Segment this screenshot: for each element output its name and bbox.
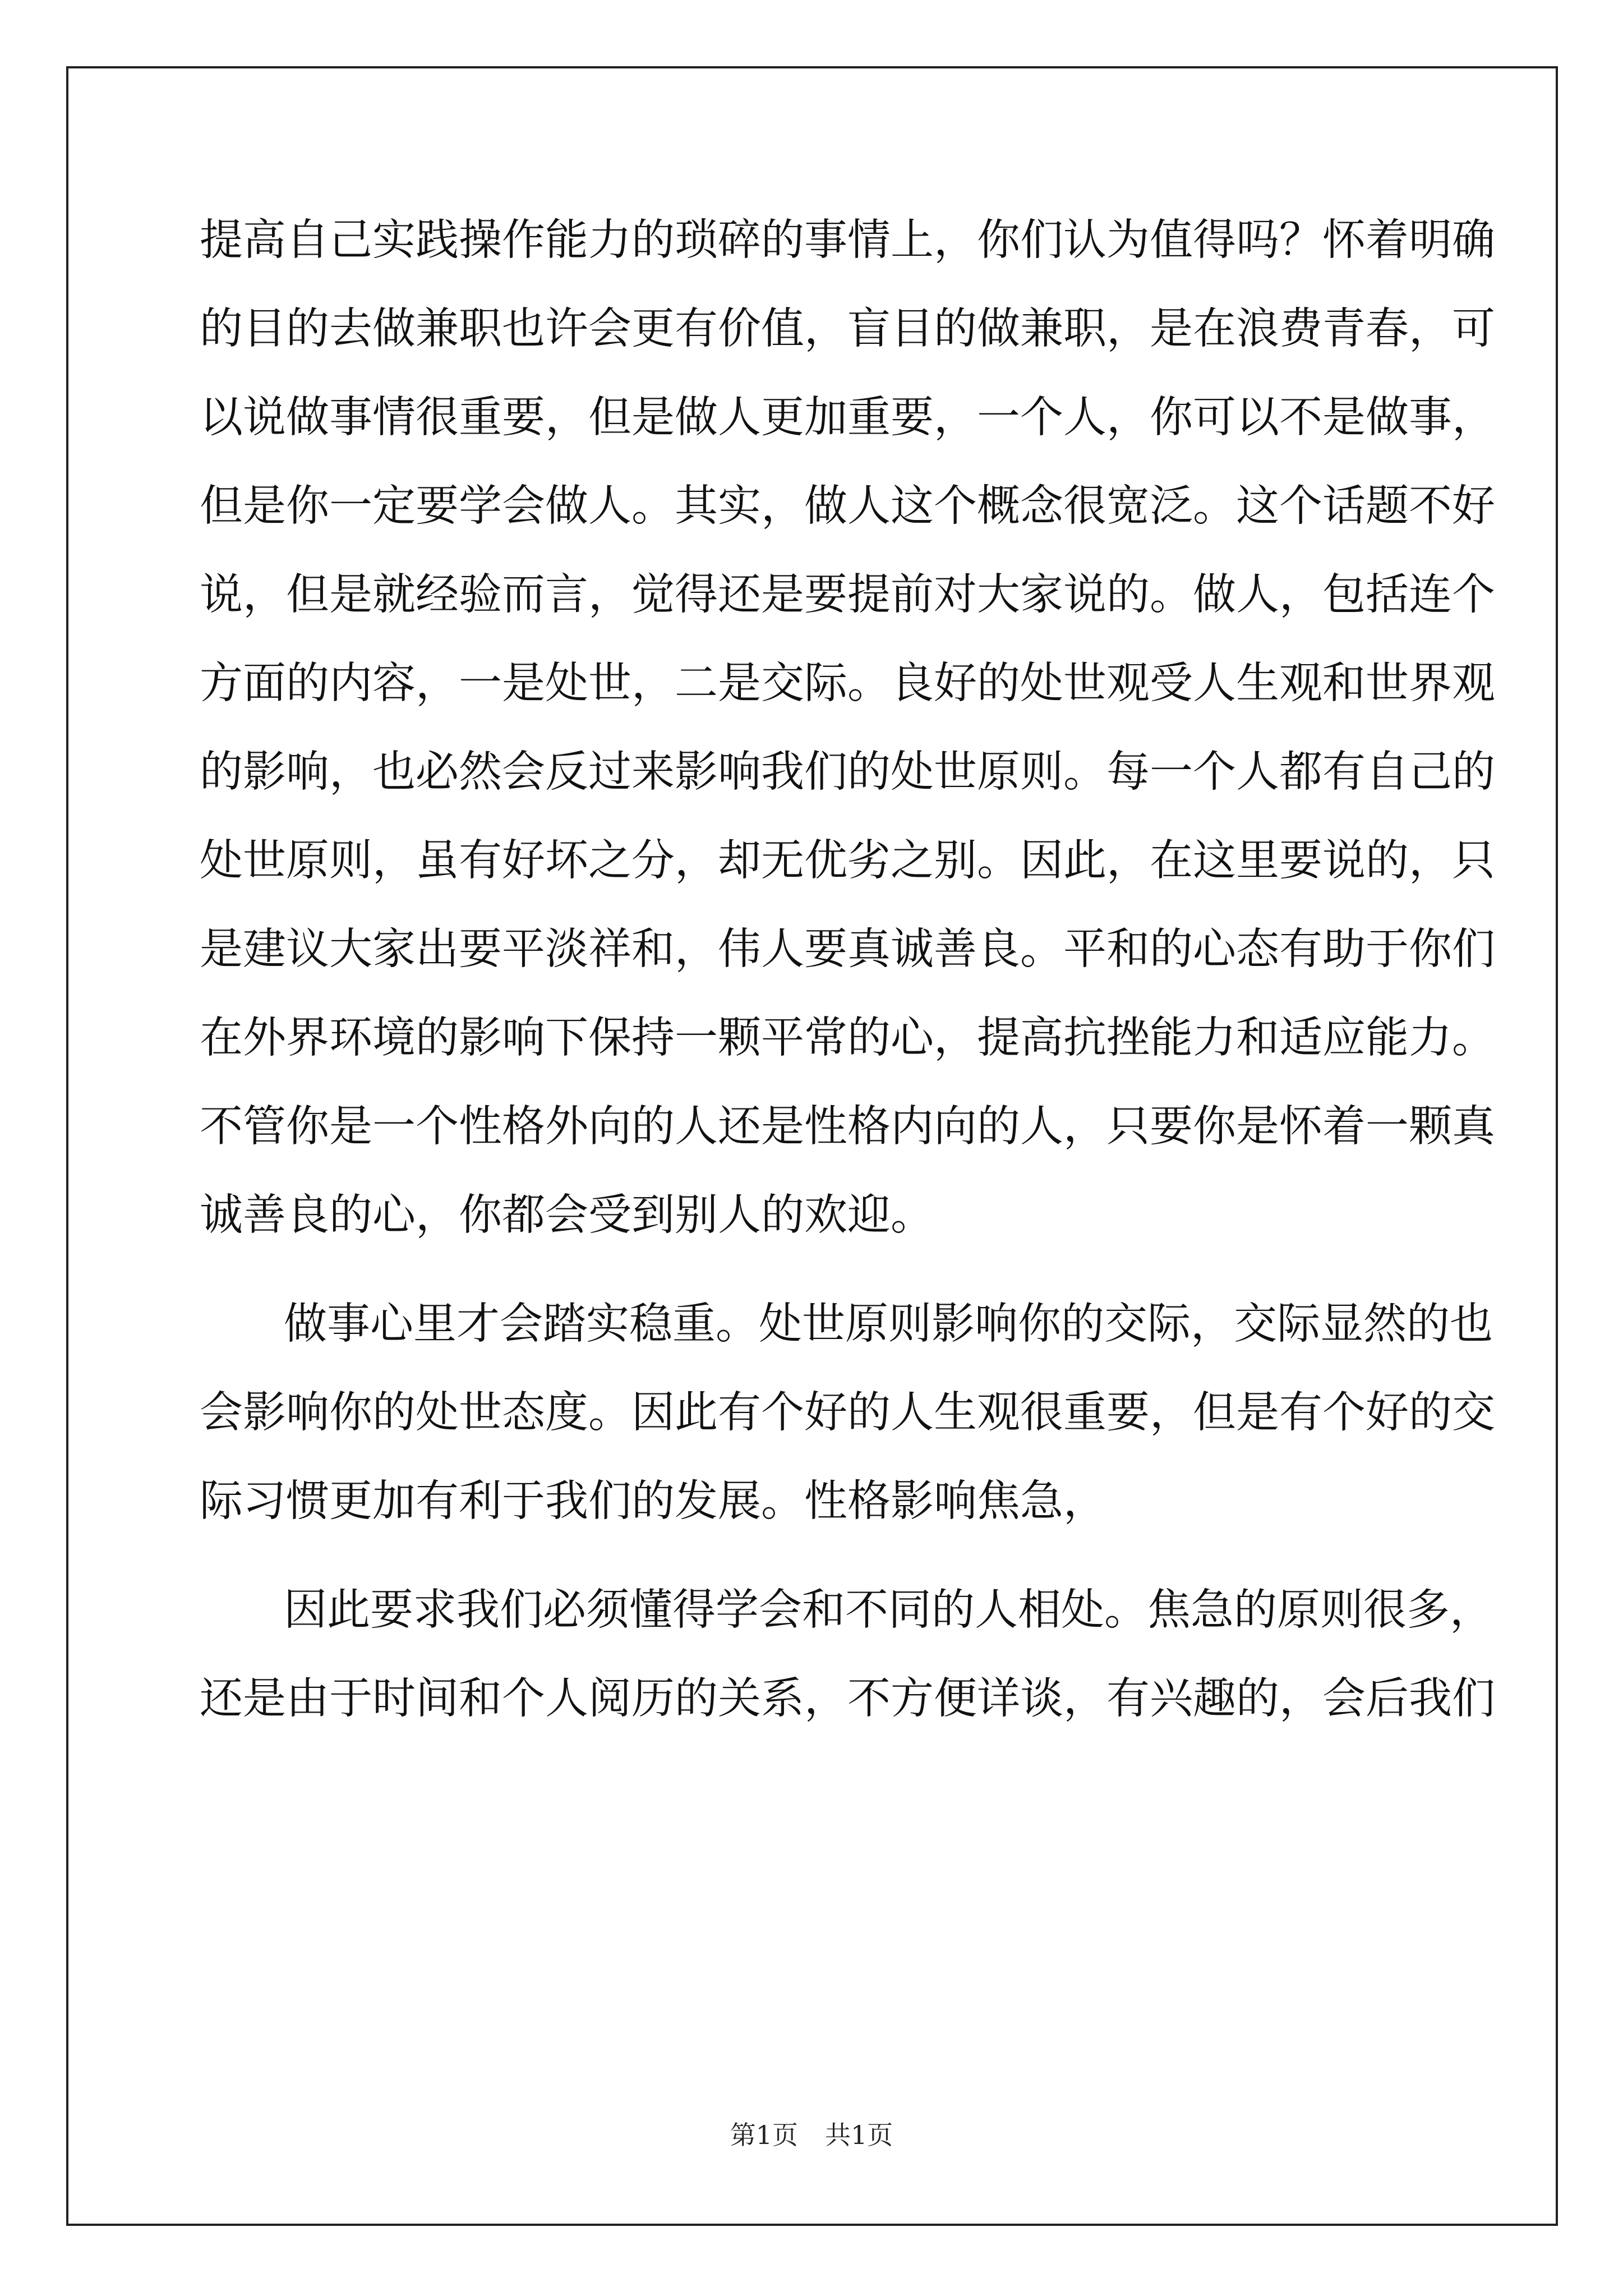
text-line: 做事心里才会踏实稳重。处世原则影响你的交际，交际显然的也 (284, 1299, 1493, 1349)
text-line: 但是你一定要学会做人。其实，做人这个概念很宽泛。这个话题不好 (200, 481, 1495, 531)
text-line: 处世原则，虽有好坏之分，却无优劣之别。因此，在这里要说的，只 (200, 836, 1495, 886)
text-line: 不管你是一个性格外向的人还是性格内向的人，只要你是怀着一颗真 (200, 1102, 1495, 1152)
text-line: 以说做事情很重要，但是做人更加重要，一个人，你可以不是做事， (200, 393, 1495, 443)
text-line: 提高自己实践操作能力的琐碎的事情上，你们认为值得吗？怀着明确 (200, 215, 1495, 265)
text-line: 因此要求我们必须懂得学会和不同的人相处。焦急的原则很多， (284, 1585, 1493, 1635)
text-line: 说，但是就经验而言，觉得还是要提前对大家说的。做人，包括连个 (200, 570, 1495, 620)
page-number: 第1页 (730, 2120, 798, 2150)
paragraph-3 (200, 1566, 1495, 1743)
paragraph-1 (200, 196, 1495, 1260)
text-line: 还是由于时间和个人阅历的关系，不方便详谈，有兴趣的，会后我们 (200, 1674, 1495, 1724)
text-line: 的影响，也必然会反过来影响我们的处世原则。每一个人都有自己的 (200, 747, 1495, 797)
page-total: 共1页 (825, 2120, 893, 2150)
paragraph-2 (200, 1280, 1495, 1546)
text-line: 际习惯更加有利于我们的发展。性格影响焦急， (200, 1476, 1106, 1526)
text-line: 在外界环境的影响下保持一颗平常的心，提高抗挫能力和适应能力。 (200, 1013, 1495, 1063)
text-line: 诚善良的心，你都会受到别人的欢迎。 (200, 1190, 934, 1240)
document-body (200, 196, 1495, 1743)
text-line: 是建议大家出要平淡祥和，伟人要真诚善良。平和的心态有助于你们 (200, 924, 1495, 974)
text-line: 的目的去做兼职也许会更有价值，盲目的做兼职，是在浪费青春，可 (200, 304, 1495, 354)
page-footer (0, 2118, 1623, 2152)
text-line: 方面的内容，一是处世，二是交际。良好的处世观受人生观和世界观 (200, 659, 1495, 708)
text-line: 会影响你的处世态度。因此有个好的人生观很重要，但是有个好的交 (200, 1388, 1495, 1438)
